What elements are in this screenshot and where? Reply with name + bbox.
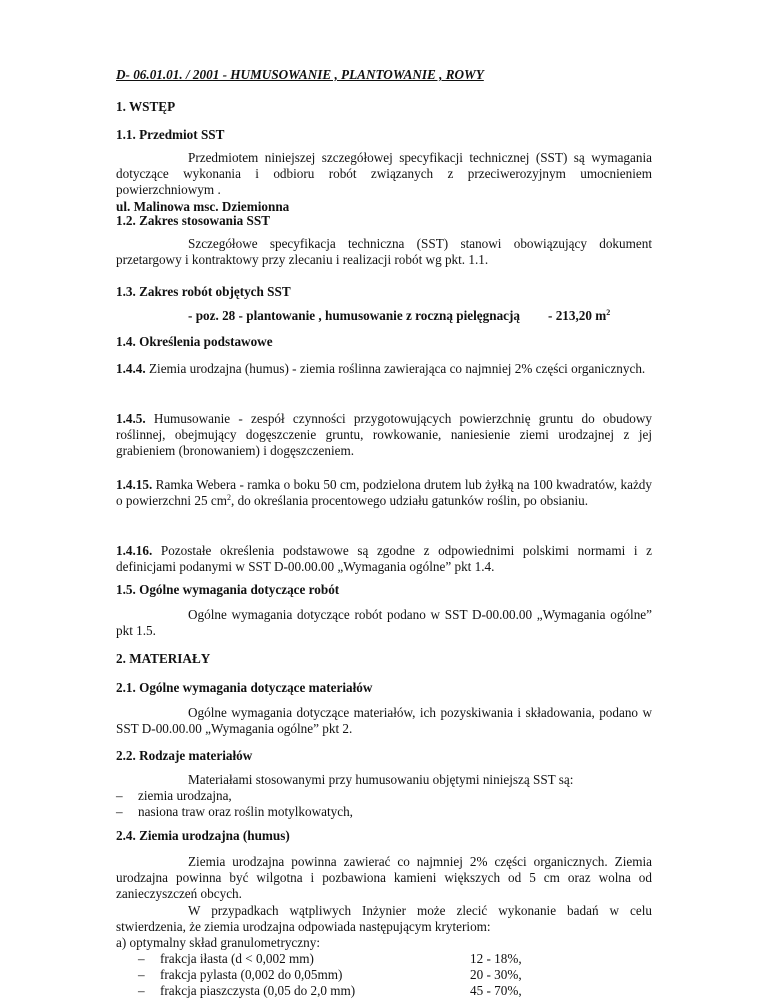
fraction-row: – frakcja iłasta (d < 0,002 mm) 12 - 18%, [138, 951, 522, 966]
section-2-4-text-2: W przypadkach wątpliwych Inżynier może zlecić wykonanie badań w celu stwierdzenia, że ziemia urodzajna odpowiada następującym kryteriom: [116, 902, 652, 934]
section-1-1-text: Przedmiotem niniejszej szczegółowej specyfikacji technicznej (SST) są wymagania dotyczące wykonania i odbioru robót związanych z przeciwerozyjnym umocnieniem powierzchniowym . [116, 150, 652, 198]
section-2-2-text: Materiałami stosowanymi przy humusowaniu objętymi niniejszą SST są: [188, 772, 574, 787]
section-2-2-heading: 2.2. Rodzaje materiałów [116, 748, 253, 763]
list-item: – nasiona traw oraz roślin motylkowatych, [116, 804, 353, 820]
definition-1-4-5: 1.4.5. Humusowanie - zespół czynności przygotowujących powierzchnię gruntu do obudowy roślinnej, obejmujący dogęszczenie gruntu, rowkowanie, naniesienie ziemi urodzajnej z jej grabieniem (bronowaniem) i dogęszczeniem. [116, 411, 652, 459]
section-1-5-heading: 1.5. Ogólne wymagania dotyczące robót [116, 582, 340, 597]
section-1-5-text: Ogólne wymagania dotyczące robót podano w SST D-00.00.00 „Wymagania ogólne” pkt 1.5. [116, 607, 652, 639]
section-1-1-paragraph [116, 150, 652, 215]
section-2-2-paragraph [116, 772, 652, 821]
definition-1-4-16: 1.4.16. Pozostałe określenia podstawowe są zgodne z odpowiednimi polskimi normami i z definicjami podanymi w SST D-00.00.00 „Wymagania ogólne” pkt 1.4. [116, 543, 652, 575]
section-1-5-paragraph [116, 607, 652, 639]
section-1-3-heading: 1.3. Zakres robót objętych SST [116, 284, 291, 299]
section-1-2-text: Szczegółowe specyfikacja techniczna (SST) stanowi obowiązujący dokument przetargowy i kontraktowy przy zlecaniu i realizacji robót wg pkt. 1.1. [116, 236, 652, 268]
definition-1-4-15: 1.4.15. Ramka Webera - ramka o boku 50 cm, podzielona drutem lub żyłką na 100 kwadratów, każdy o powierzchni 25 $cm^2$, do określania procentowego udziału gatunków roślin, po obsianiu. [116, 477, 652, 509]
section-2-4-text-1: Ziemia urodzajna powinna zawierać co najmniej 2% części organicznych. Ziemia urodzajna powinna być wilgotna i pozbawiona kamieni większych od 5 cm oraz wolna od zanieczyszczeń obcych. [116, 854, 652, 902]
section-1-1-heading: 1.1. Przedmiot SST [116, 127, 225, 142]
section-2-1-text: Ogólne wymagania dotyczące materiałów, ich pozyskiwania i składowania, podano w SST D-00.00.00 „Wymagania ogólne” pkt 2. [116, 705, 652, 737]
section-2-4-heading: 2.4. Ziemia urodzajna (humus) [116, 828, 290, 843]
fraction-row: – frakcja pylasta (0,002 do 0,05mm) 20 - 30%, [138, 967, 522, 982]
scope-quantity: - 213,20 $m^2$ [548, 308, 611, 323]
scope-item: - poz. 28 - plantowanie , humusowanie z roczną pielęgnacją [188, 308, 521, 323]
list-a-label: a) optymalny skład granulometryczny: [116, 935, 320, 950]
section-2-4-paragraph [116, 854, 652, 935]
definition-1-4-4: 1.4.4. Ziemia urodzajna (humus) - ziemia roślinna zawierająca co najmniej 2% części organicznych. [116, 361, 646, 376]
document-header: D- 06.01.01. / 2001 - HUMUSOWANIE , PLANTOWANIE , ROWY [116, 67, 484, 82]
section-2-1-heading: 2.1. Ogólne wymagania dotyczące materiałów [116, 680, 373, 695]
section-1-2-heading: 1.2. Zakres stosowania SST [116, 213, 271, 228]
section-2-heading: 2. MATERIAŁY [116, 651, 211, 666]
section-2-1-paragraph [116, 705, 652, 737]
section-1-heading: 1. WSTĘP [116, 99, 176, 114]
fraction-row: – frakcja piaszczysta (0,05 do 2,0 mm) 45 - 70%, [138, 983, 522, 998]
list-item: – ziemia urodzajna, [116, 788, 232, 804]
location-line: ul. Malinowa msc. Dziemionna [116, 198, 290, 214]
section-1-2-paragraph [116, 236, 652, 268]
section-1-4-heading: 1.4. Określenia podstawowe [116, 334, 273, 349]
